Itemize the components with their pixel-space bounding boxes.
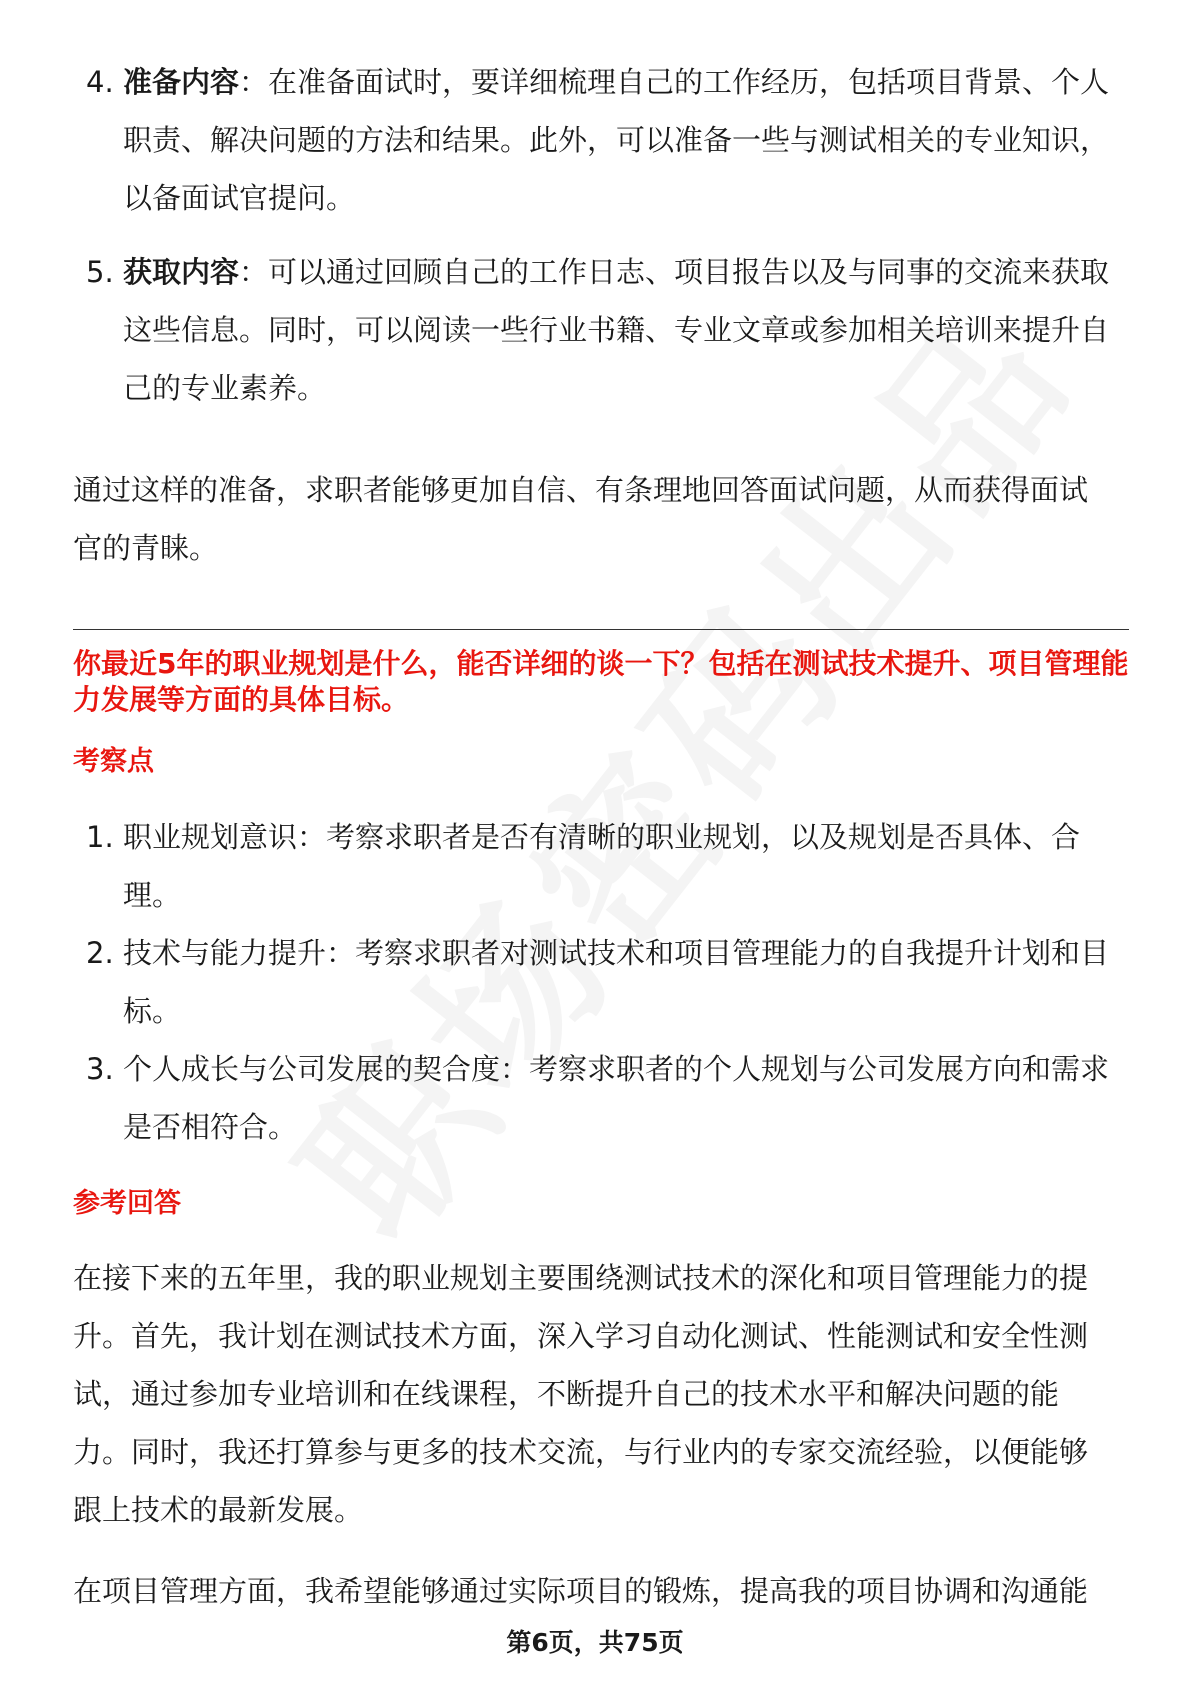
list-item — [73, 243, 1123, 417]
list-number: 2. — [86, 936, 114, 970]
list-item-title: 获取内容 — [123, 255, 240, 289]
reference-answer-heading: 参考回答 — [73, 1188, 181, 1219]
summary-paragraph: 通过这样的准备，求职者能够更加自信、有条理地回答面试问题，从而获得面试官的青睐。 — [73, 473, 1089, 565]
list-item-title: 准备内容 — [123, 65, 240, 99]
list-item-text: 个人成长与公司发展的契合度：考察求职者的个人规划与公司发展方向和需求是否相符合。 — [123, 1052, 1110, 1144]
list-number: 5. — [86, 255, 114, 289]
list-item-text: ：可以通过回顾自己的工作日志、项目报告以及与同事的交流来获取这些信息。同时，可以阅读一些行业书籍、专业文章或参加相关培训来提升自己的专业素养。 — [123, 255, 1110, 405]
list-item-text: ：在准备面试时，要详细梳理自己的工作经历，包括项目背景、个人职责、解决问题的方法和结果。此外，可以准备一些与测试相关的专业知识，以备面试官提问。 — [123, 65, 1110, 215]
interview-question: 你最近5年的职业规划是什么，能否详细的谈一下？包括在测试技术提升、项目管理能力发展等方面的具体目标。 — [73, 647, 1129, 716]
assessment-points-list — [73, 808, 1123, 1156]
list-item — [73, 1040, 1123, 1156]
answer-paragraph-2: 在项目管理方面，我希望能够通过实际项目的锻炼，提高我的项目协调和沟通能 — [73, 1574, 1089, 1608]
list-number: 4. — [86, 65, 114, 99]
assessment-points-heading: 考察点 — [73, 746, 154, 777]
list-item — [73, 924, 1123, 1040]
page-number-footer: 第6页，共75页 — [506, 1628, 684, 1657]
section-divider — [73, 629, 1129, 630]
list-item — [73, 808, 1123, 924]
list-number: 3. — [86, 1052, 114, 1086]
list-number: 1. — [86, 820, 114, 854]
list-item — [73, 53, 1123, 227]
list-item-text: 技术与能力提升：考察求职者对测试技术和项目管理能力的自我提升计划和目标。 — [123, 936, 1110, 1028]
answer-paragraph-1: 在接下来的五年里，我的职业规划主要围绕测试技术的深化和项目管理能力的提升。首先，我计划在测试技术方面，深入学习自动化测试、性能测试和安全性测试，通过参加专业培训和在线课程，不断提升自己的技术水平和解决问题的能力。同时，我还打算参与更多的技术交流，与行业内的专家交流经验，以便能够跟上技术的最新发展。 — [73, 1261, 1089, 1527]
list-item-text: 职业规划意识：考察求职者是否有清晰的职业规划，以及规划是否具体、合理。 — [123, 820, 1081, 912]
preparation-list — [73, 53, 1123, 433]
